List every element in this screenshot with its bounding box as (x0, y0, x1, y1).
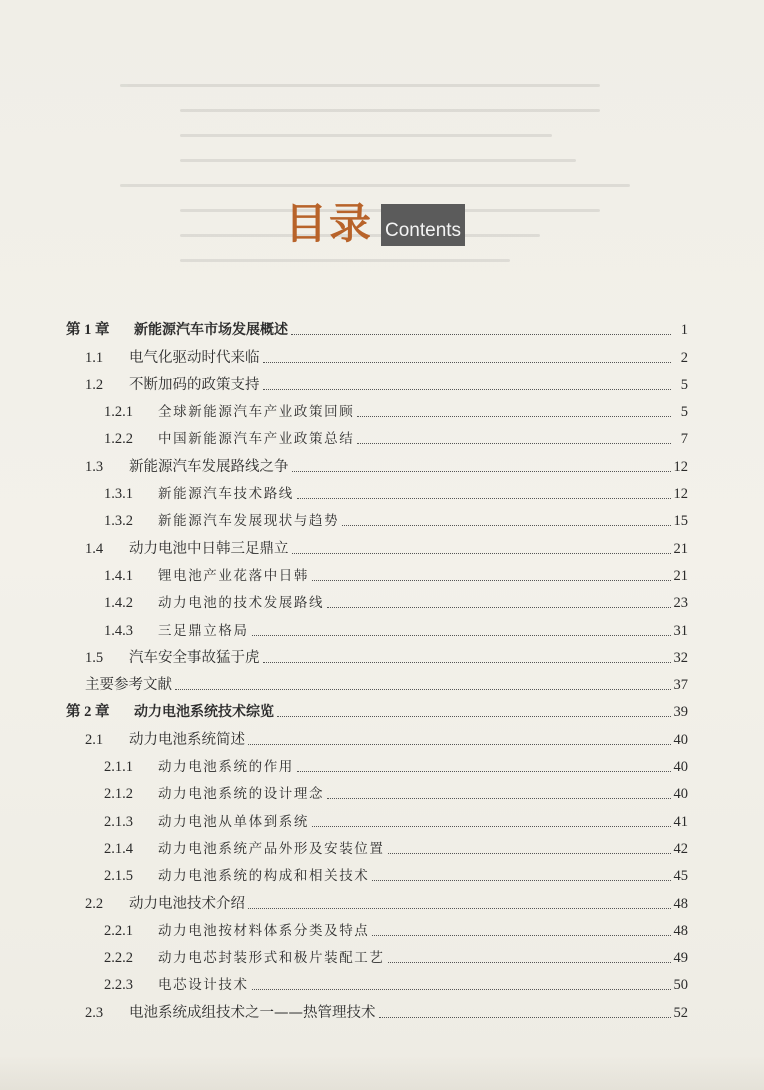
toc-entry-number: 1.2.1 (104, 404, 133, 421)
toc-dot-leader (312, 580, 671, 581)
toc-dot-leader (372, 935, 670, 936)
toc-entry-title: 电芯设计技术 (158, 977, 249, 994)
toc-entry-number: 1.5 (85, 649, 104, 666)
toc-entry[interactable] (66, 721, 688, 748)
toc-entry-page: 52 (673, 1004, 688, 1021)
toc-entry-number: 1.2 (85, 376, 104, 393)
toc-dot-leader (372, 880, 670, 881)
toc-entry-title: 动力电池从单体到系统 (158, 813, 309, 830)
toc-entry-title: 新能源汽车技术路线 (158, 486, 294, 503)
toc-entry-number: 1.4.1 (104, 567, 133, 584)
toc-entry-page: 41 (673, 813, 688, 830)
toc-dot-leader (292, 471, 671, 472)
toc-entry-title: 新能源汽车发展现状与趋势 (158, 513, 340, 530)
toc-dot-leader (388, 853, 671, 854)
toc-dot-leader (379, 1017, 671, 1018)
toc-entry[interactable] (66, 831, 688, 858)
toc-entry-number: 2.2.1 (104, 922, 133, 939)
toc-entry-title: 动力电芯封装形式和极片装配工艺 (158, 950, 385, 967)
toc-entry-page: 1 (680, 322, 688, 339)
toc-entry[interactable] (66, 558, 688, 585)
toc-entry[interactable] (66, 476, 688, 503)
toc-entry[interactable] (66, 367, 688, 394)
toc-entry[interactable] (66, 640, 688, 667)
toc-entry-title: 电池系统成组技术之一——热管理技术 (129, 1004, 376, 1021)
toc-dot-leader (342, 525, 670, 526)
toc-entry-number: 第 2 章 (66, 704, 110, 721)
toc-dot-leader (263, 662, 671, 663)
toc-dot-leader (252, 989, 671, 990)
toc-dot-leader (292, 553, 671, 554)
toc-entry-page: 2 (680, 349, 688, 366)
toc-entry-number: 1.3 (85, 458, 104, 475)
toc-entry-page: 48 (673, 922, 688, 939)
toc-entry-title: 新能源汽车市场发展概述 (134, 322, 288, 339)
toc-dot-leader (175, 689, 671, 690)
toc-title-chinese: 目录 (285, 199, 374, 248)
toc-entry-page: 40 (673, 731, 688, 748)
toc-entry-number: 2.2.2 (104, 950, 133, 967)
toc-entry-number: 2.1.3 (104, 813, 133, 830)
toc-entry-page: 39 (673, 704, 688, 721)
toc-dot-leader (327, 798, 670, 799)
show-through-ghost (120, 62, 720, 322)
toc-entry-title: 动力电池的技术发展路线 (158, 595, 325, 612)
toc-entry-title: 动力电池中日韩三足鼎立 (129, 540, 289, 557)
toc-dot-leader (263, 389, 672, 390)
toc-entry-page: 31 (673, 622, 688, 639)
toc-dot-leader (297, 771, 671, 772)
toc-entry-page: 40 (673, 759, 688, 776)
toc-entry-page: 42 (673, 840, 688, 857)
toc-entry-number: 2.1.2 (104, 786, 133, 803)
toc-entry[interactable] (66, 312, 688, 339)
toc-entry-number: 2.2.3 (104, 977, 133, 994)
toc-entry-title: 新能源汽车发展路线之争 (129, 458, 289, 475)
toc-entry-title: 动力电池按材料体系分类及特点 (158, 922, 370, 939)
toc-entry[interactable] (66, 776, 688, 803)
toc-entry-number: 1.2.2 (104, 431, 133, 448)
toc-dot-leader (312, 826, 671, 827)
toc-dot-leader (357, 443, 671, 444)
toc-entry[interactable] (66, 667, 688, 694)
toc-entry-number: 1.3.1 (104, 486, 133, 503)
toc-entry-title: 动力电池系统的设计理念 (158, 786, 325, 803)
toc-entry-title: 全球新能源汽车产业政策回顾 (158, 404, 355, 421)
toc-dot-leader (327, 607, 670, 608)
toc-entry-title: 锂电池产业花落中日韩 (158, 567, 309, 584)
toc-entry-page: 40 (673, 786, 688, 803)
toc-entry-number: 2.1.1 (104, 759, 133, 776)
toc-title (285, 196, 465, 248)
toc-entry-title: 动力电池技术介绍 (129, 895, 245, 912)
toc-entry-number: 2.1.5 (104, 868, 133, 885)
toc-entry-title: 中国新能源汽车产业政策总结 (158, 431, 355, 448)
toc-entry-page: 48 (673, 895, 688, 912)
page-edge-shadow (0, 1054, 764, 1090)
toc-entry[interactable] (66, 749, 688, 776)
toc-entry-page: 32 (673, 649, 688, 666)
toc-dot-leader (277, 716, 671, 717)
toc-entry[interactable] (66, 503, 688, 530)
toc-entry-page: 50 (673, 977, 688, 994)
toc-entry-title: 主要参考文献 (85, 677, 172, 694)
toc-entry[interactable] (66, 803, 688, 830)
toc-entry-number: 2.2 (85, 895, 104, 912)
toc-entry-number: 2.3 (85, 1004, 104, 1021)
toc-entry-page: 7 (680, 431, 688, 448)
toc-entry-page: 5 (680, 376, 688, 393)
toc-entry[interactable] (66, 994, 688, 1021)
toc-entry[interactable] (66, 858, 688, 885)
toc-entry-page: 37 (673, 677, 688, 694)
toc-entry[interactable] (66, 885, 688, 912)
toc-entry-number: 1.4 (85, 540, 104, 557)
toc-entry[interactable] (66, 339, 688, 366)
toc-dot-leader (297, 498, 671, 499)
toc-entry[interactable] (66, 585, 688, 612)
table-of-contents (66, 312, 688, 1022)
toc-entry-title: 动力电池系统技术综览 (134, 704, 274, 721)
toc-entry-title: 不断加码的政策支持 (129, 376, 260, 393)
toc-entry[interactable] (66, 530, 688, 557)
toc-entry[interactable] (66, 940, 688, 967)
toc-entry-title: 三足鼎立格局 (158, 622, 249, 639)
toc-dot-leader (248, 744, 671, 745)
toc-entry-number: 2.1 (85, 731, 104, 748)
toc-dot-leader (263, 362, 672, 363)
toc-entry-title: 动力电池系统产品外形及安装位置 (158, 840, 385, 857)
toc-entry-page: 23 (673, 595, 688, 612)
toc-entry-page: 5 (680, 404, 688, 421)
toc-dot-leader (252, 635, 671, 636)
toc-entry-page: 21 (673, 567, 688, 584)
toc-entry-page: 12 (673, 458, 688, 475)
toc-entry-number: 1.4.3 (104, 622, 133, 639)
toc-entry-number: 1.1 (85, 349, 104, 366)
toc-entry-page: 49 (673, 950, 688, 967)
toc-entry-page: 21 (673, 540, 688, 557)
toc-dot-leader (291, 334, 671, 335)
toc-entry[interactable] (66, 694, 688, 721)
toc-entry[interactable] (66, 394, 688, 421)
toc-entry[interactable] (66, 421, 688, 448)
toc-entry-title: 汽车安全事故猛于虎 (129, 649, 260, 666)
toc-entry[interactable] (66, 448, 688, 475)
toc-entry[interactable] (66, 967, 688, 994)
toc-entry-number: 1.4.2 (104, 595, 133, 612)
toc-entry-page: 45 (673, 868, 688, 885)
toc-entry-title: 电气化驱动时代来临 (129, 349, 260, 366)
toc-entry-number: 2.1.4 (104, 840, 133, 857)
toc-entry-title: 动力电池系统的作用 (158, 759, 294, 776)
toc-entry-title: 动力电池系统的构成和相关技术 (158, 868, 370, 885)
toc-entry[interactable] (66, 612, 688, 639)
toc-entry-number: 第 1 章 (66, 322, 110, 339)
toc-dot-leader (248, 908, 671, 909)
toc-dot-leader (388, 962, 671, 963)
toc-entry-page: 15 (673, 513, 688, 530)
toc-entry[interactable] (66, 913, 688, 940)
toc-entry-page: 12 (673, 486, 688, 503)
toc-entry-title: 动力电池系统简述 (129, 731, 245, 748)
toc-dot-leader (357, 416, 671, 417)
toc-title-english: Contents (381, 204, 465, 246)
toc-entry-number: 1.3.2 (104, 513, 133, 530)
